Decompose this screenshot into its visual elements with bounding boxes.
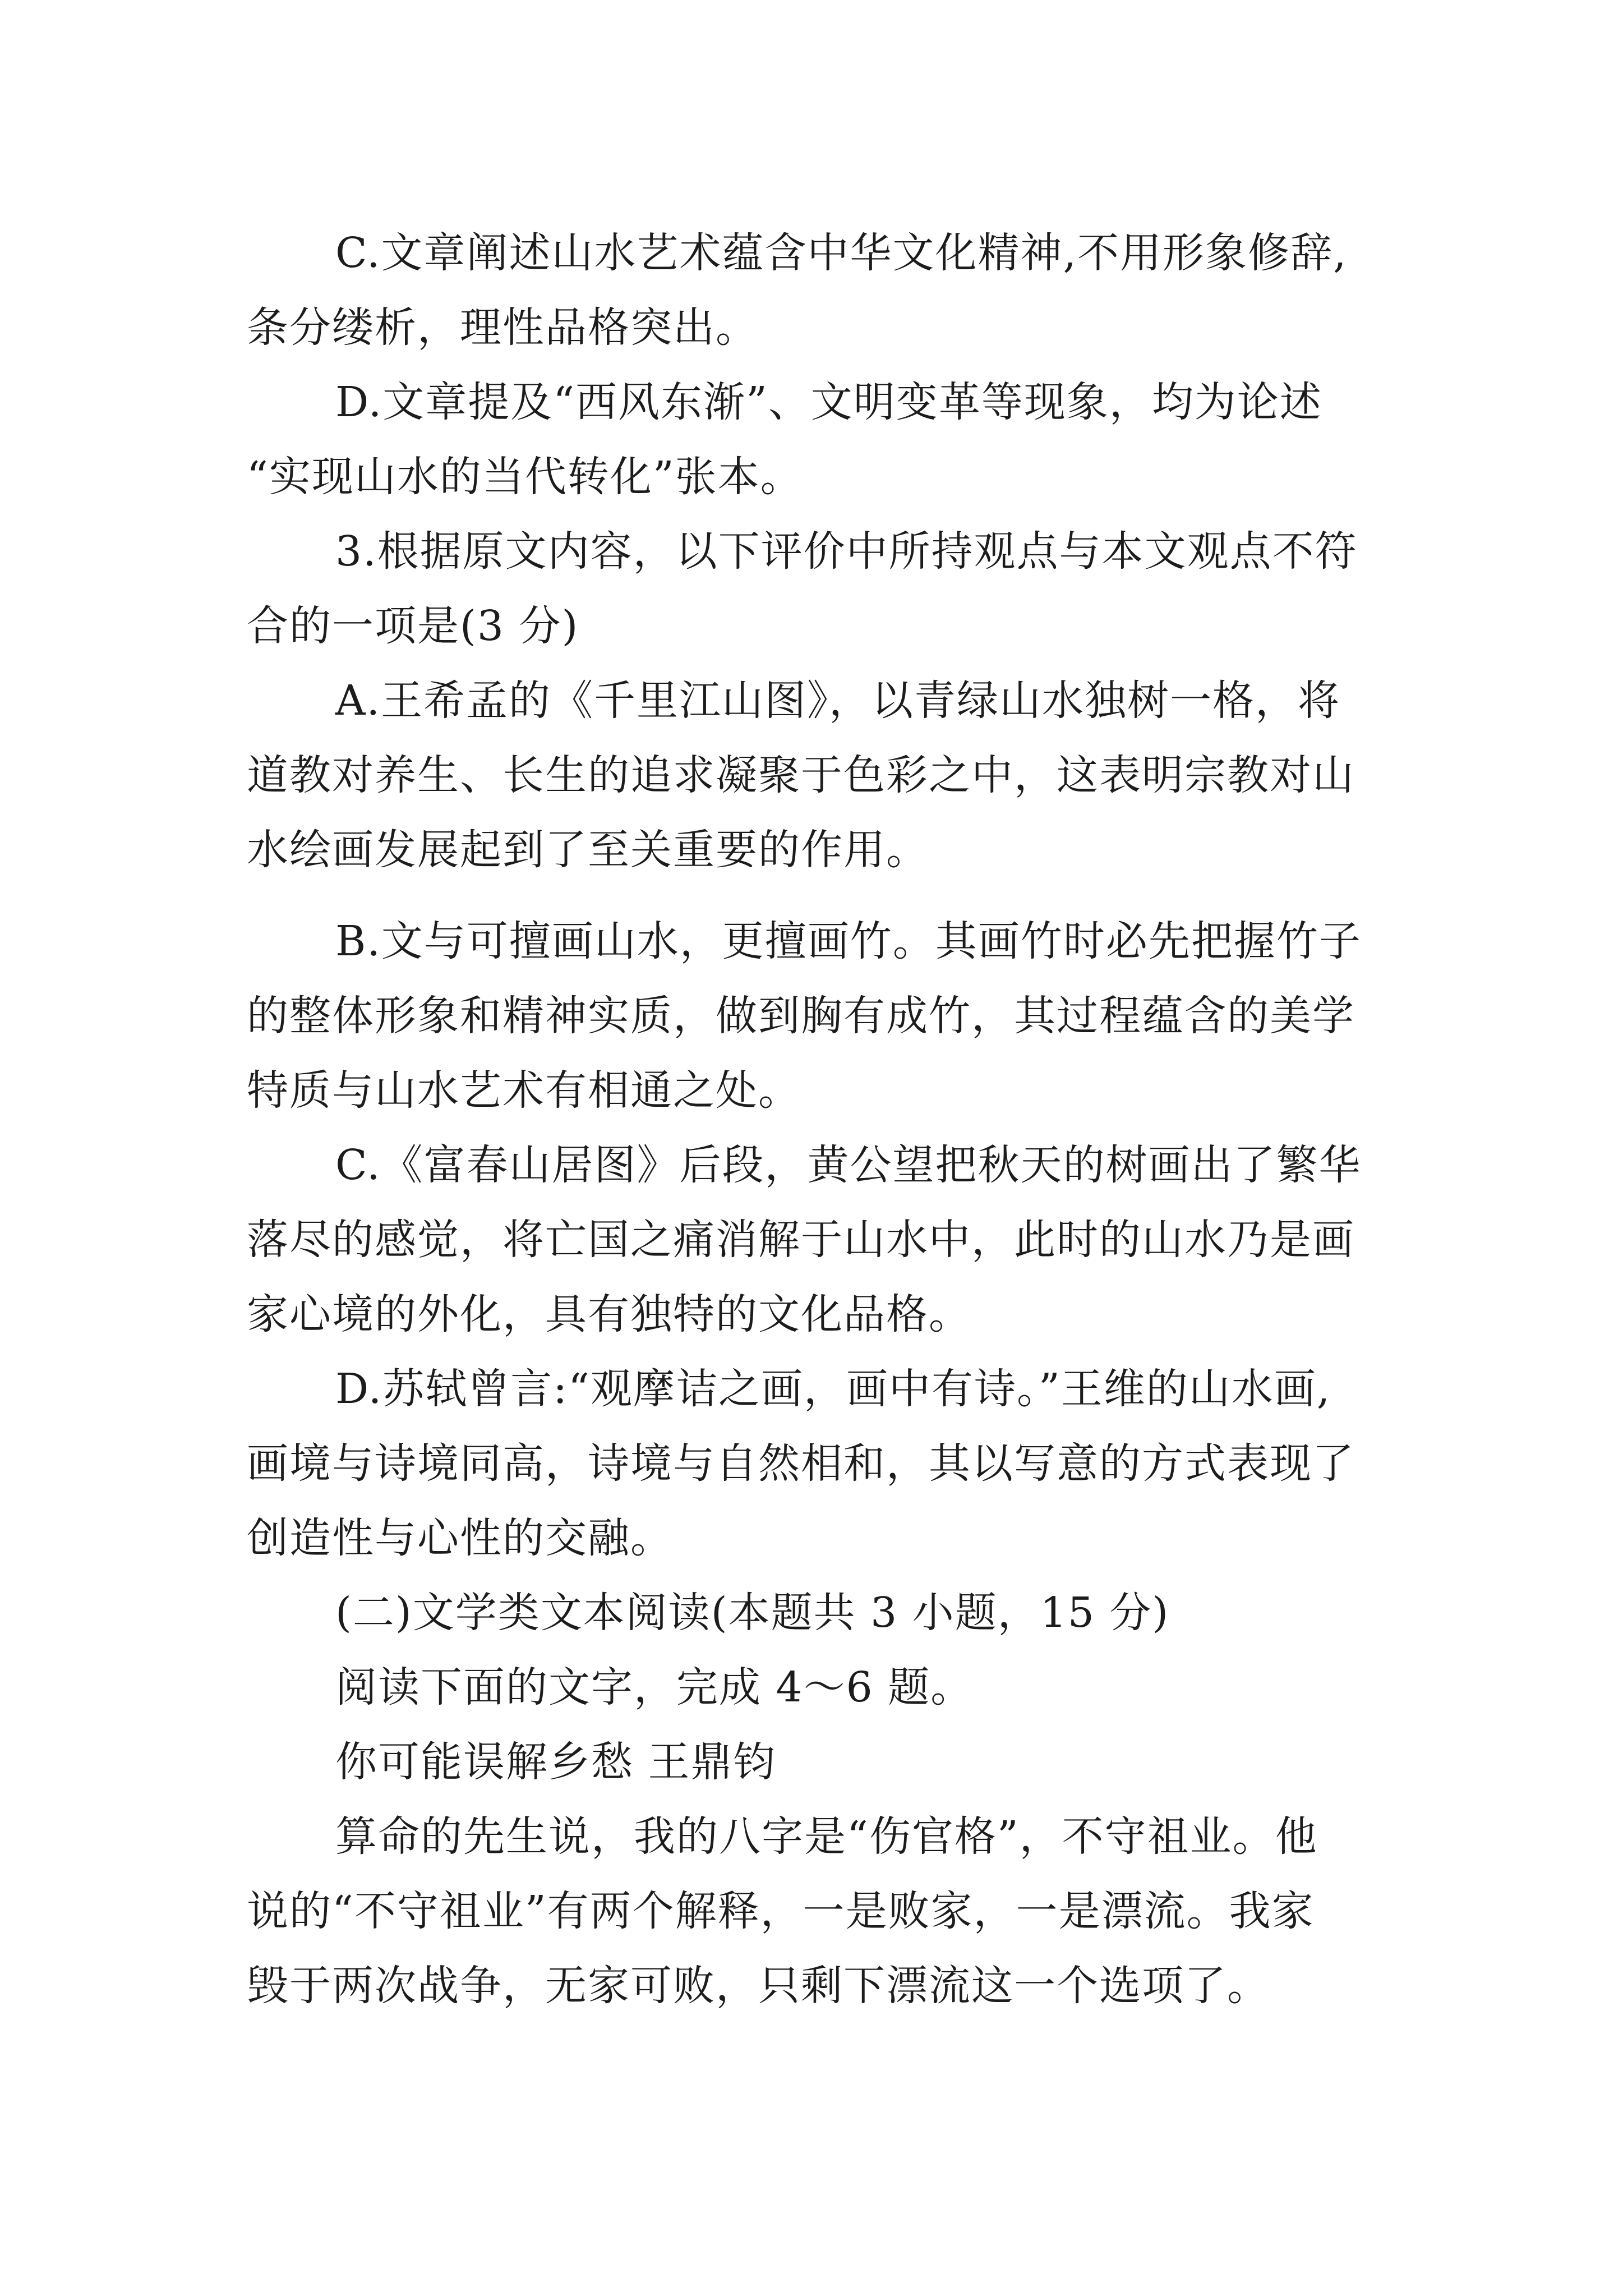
text-line: 水绘画发展起到了至关重要的作用。 — [247, 826, 929, 874]
text-line: 道教对养生、长生的追求凝聚于色彩之中，这表明宗教对山 — [247, 751, 1355, 799]
text-line: 画境与诗境同高，诗境与自然相和，其以写意的方式表现了 — [247, 1439, 1355, 1488]
option-a: A.王希孟的《千里江山图》，以青绿山水独树一格，将 — [335, 677, 1340, 725]
text-line: C.文章阐述山水艺术蕴含中华文化精神,不用形象修辞, — [335, 229, 1348, 277]
question-3-stem: 3.根据原文内容，以下评价中所持观点与本文观点不符 — [335, 527, 1358, 576]
text-line: D.文章提及“西风东渐”、文明变革等现象，均为论述 — [335, 378, 1322, 426]
text-line: 条分缕析，理性品格突出。 — [247, 303, 758, 352]
text-line: 说的“不守祖业”有两个解释，一是败家，一是漂流。我家 — [247, 1887, 1315, 1935]
option-b: B.文与可擅画山水，更擅画竹。其画竹时必先把握竹子 — [335, 917, 1362, 965]
text-line: 创造性与心性的交融。 — [247, 1514, 673, 1562]
text-line: 算命的先生说，我的八字是“伤官格”，不守祖业。他 — [335, 1812, 1318, 1861]
text-line: 特质与山水艺术有相通之处。 — [247, 1066, 801, 1115]
text-line: 合的一项是(3 分) — [247, 602, 579, 650]
article-title: 你可能误解乡愁 王鼎钧 — [335, 1738, 776, 1786]
text-line: 的整体形象和精神实质，做到胸有成竹，其过程蕴含的美学 — [247, 992, 1355, 1040]
option-d: D.苏轼曾言:“观摩诘之画，画中有诗。”王维的山水画, — [335, 1365, 1331, 1413]
text-line: 家心境的外化，具有独特的文化品格。 — [247, 1290, 971, 1338]
section-heading: (二)文学类文本阅读(本题共 3 小题，15 分) — [335, 1589, 1170, 1637]
text-line: 落尽的感觉，将亡国之痛消解于山水中，此时的山水乃是画 — [247, 1216, 1355, 1264]
option-c: C.《富春山居图》后段，黄公望把秋天的树画出了繁华 — [335, 1141, 1362, 1189]
instruction: 阅读下面的文字，完成 4～6 题。 — [335, 1663, 974, 1711]
text-line: “实现山水的当代转化”张本。 — [247, 453, 803, 501]
text-line: 毁于两次战争，无家可败，只剩下漂流这一个选项了。 — [247, 1962, 1270, 2010]
